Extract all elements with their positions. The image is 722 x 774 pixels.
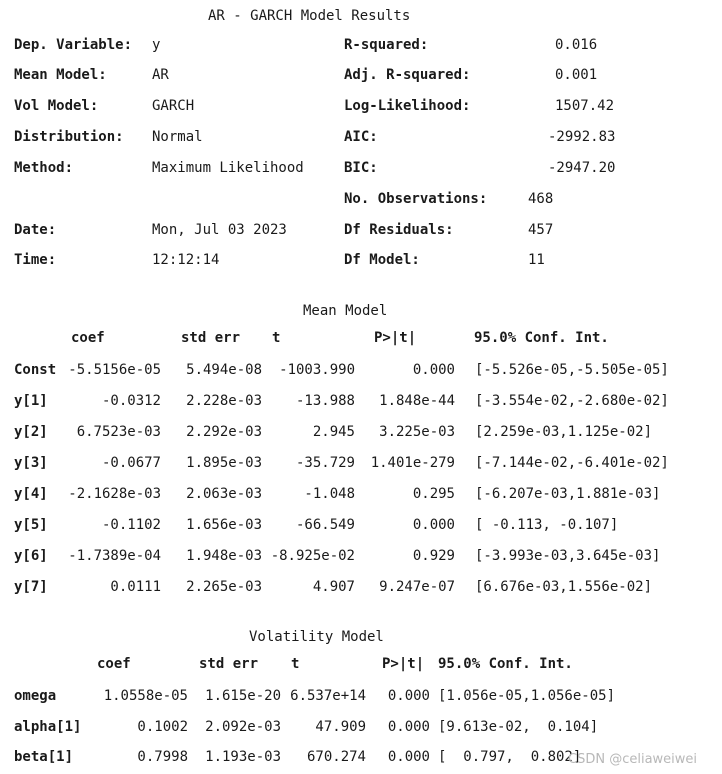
volatility-model-header: std err	[199, 656, 259, 672]
volatility-model-cell-coef: 0.1002	[137, 719, 188, 735]
mean-model-cell-se: 2.063e-03	[186, 486, 262, 502]
mean-model-cell-t: -35.729	[295, 455, 355, 471]
mean-model-cell-ci: [ -0.113, -0.107]	[475, 517, 619, 533]
summary-right-label: No. Observations:	[344, 191, 488, 207]
volatility-model-cell-ci: [9.613e-02, 0.104]	[438, 719, 599, 735]
summary-left-label: Time:	[14, 252, 57, 268]
mean-model-cell-ci: [6.676e-03,1.556e-02]	[475, 579, 653, 595]
mean-model-cell-se: 1.895e-03	[186, 455, 262, 471]
volatility-model-title: Volatility Model	[249, 629, 384, 645]
mean-model-cell-se: 2.228e-03	[186, 393, 262, 409]
mean-model-cell-t: 2.945	[312, 424, 355, 440]
mean-model-cell-p: 3.225e-03	[379, 424, 455, 440]
volatility-model-cell-se: 2.092e-03	[205, 719, 281, 735]
summary-left-label: Dep. Variable:	[14, 37, 133, 53]
mean-model-header: t	[272, 330, 281, 346]
mean-model-row-name: y[7]	[14, 579, 48, 595]
summary-left-label: Vol Model:	[14, 98, 99, 114]
mean-model-cell-t: -13.988	[295, 393, 355, 409]
summary-left-value: Maximum Likelihood	[152, 160, 304, 176]
mean-model-cell-se: 5.494e-08	[186, 362, 262, 378]
mean-model-row-name: Const	[14, 362, 57, 378]
mean-model-row-name: y[1]	[14, 393, 48, 409]
mean-model-row-name: y[6]	[14, 548, 48, 564]
mean-model-cell-t: 4.907	[312, 579, 355, 595]
mean-model-header: P>|t|	[374, 330, 417, 346]
mean-model-cell-p: 0.295	[412, 486, 455, 502]
mean-model-row-name: y[5]	[14, 517, 48, 533]
mean-model-header: std err	[181, 330, 241, 346]
mean-model-row-name: y[3]	[14, 455, 48, 471]
mean-model-cell-ci: [-6.207e-03,1.881e-03]	[475, 486, 661, 502]
mean-model-cell-coef: -1.7389e-04	[68, 548, 161, 564]
summary-right-value: 1507.42	[555, 98, 615, 114]
summary-right-label: AIC:	[344, 129, 378, 145]
summary-left-value: GARCH	[152, 98, 195, 114]
summary-right-label: Log-Likelihood:	[344, 98, 471, 114]
mean-model-cell-se: 2.265e-03	[186, 579, 262, 595]
volatility-model-cell-coef: 0.7998	[137, 749, 188, 765]
mean-model-cell-coef: 6.7523e-03	[76, 424, 161, 440]
mean-model-cell-t: -1003.990	[279, 362, 355, 378]
summary-right-value: 457	[528, 222, 554, 238]
watermark: CSDN @celiaweiwei	[568, 752, 698, 767]
mean-model-cell-coef: 0.0111	[110, 579, 161, 595]
mean-model-cell-ci: [-3.993e-03,3.645e-03]	[475, 548, 661, 564]
mean-model-cell-se: 2.292e-03	[186, 424, 262, 440]
summary-right-value: 468	[528, 191, 554, 207]
summary-left-label: Method:	[14, 160, 74, 176]
volatility-model-row-name: omega	[14, 688, 57, 704]
volatility-model-cell-t: 670.274	[306, 749, 366, 765]
summary-right-value: 11	[528, 252, 545, 268]
volatility-model-cell-se: 1.615e-20	[205, 688, 281, 704]
mean-model-cell-p: 1.848e-44	[379, 393, 455, 409]
mean-model-cell-p: 0.000	[412, 362, 455, 378]
mean-model-cell-ci: [-7.144e-02,-6.401e-02]	[475, 455, 669, 471]
mean-model-cell-coef: -0.0677	[101, 455, 161, 471]
mean-model-cell-ci: [-5.526e-05,-5.505e-05]	[475, 362, 669, 378]
summary-right-value: 0.001	[555, 67, 598, 83]
volatility-model-header: coef	[97, 656, 131, 672]
volatility-model-header: P>|t|	[382, 656, 425, 672]
mean-model-cell-p: 9.247e-07	[379, 579, 455, 595]
mean-model-header: 95.0% Conf. Int.	[474, 330, 609, 346]
mean-model-cell-coef: -0.0312	[101, 393, 161, 409]
summary-left-value: y	[152, 37, 161, 53]
volatility-model-cell-coef: 1.0558e-05	[103, 688, 188, 704]
summary-right-value: 0.016	[555, 37, 598, 53]
mean-model-cell-p: 1.401e-279	[370, 455, 455, 471]
volatility-model-cell-t: 6.537e+14	[290, 688, 366, 704]
summary-right-label: R-squared:	[344, 37, 429, 53]
mean-model-cell-se: 1.656e-03	[186, 517, 262, 533]
mean-model-cell-ci: [-3.554e-02,-2.680e-02]	[475, 393, 669, 409]
mean-model-cell-t: -8.925e-02	[270, 548, 355, 564]
summary-left-label: Date:	[14, 222, 57, 238]
volatility-model-row-name: beta[1]	[14, 749, 74, 765]
summary-left-label: Distribution:	[14, 129, 124, 145]
results-title: AR - GARCH Model Results	[208, 8, 411, 24]
mean-model-cell-ci: [2.259e-03,1.125e-02]	[475, 424, 653, 440]
volatility-model-header: 95.0% Conf. Int.	[438, 656, 573, 672]
mean-model-row-name: y[2]	[14, 424, 48, 440]
volatility-model-cell-p: 0.000	[387, 688, 430, 704]
summary-left-label: Mean Model:	[14, 67, 107, 83]
volatility-model-cell-p: 0.000	[387, 749, 430, 765]
summary-left-value: Normal	[152, 129, 203, 145]
mean-model-cell-p: 0.000	[412, 517, 455, 533]
mean-model-cell-coef: -2.1628e-03	[68, 486, 161, 502]
summary-left-value: Mon, Jul 03 2023	[152, 222, 287, 238]
summary-right-label: Adj. R-squared:	[344, 67, 471, 83]
mean-model-cell-coef: -0.1102	[101, 517, 161, 533]
mean-model-row-name: y[4]	[14, 486, 48, 502]
summary-left-value: AR	[152, 67, 169, 83]
mean-model-cell-coef: -5.5156e-05	[68, 362, 161, 378]
volatility-model-cell-ci: [ 0.797, 0.802]	[438, 749, 582, 765]
summary-right-label: Df Model:	[344, 252, 420, 268]
summary-right-value: -2992.83	[548, 129, 616, 145]
summary-right-value: -2947.20	[548, 160, 616, 176]
mean-model-header: coef	[71, 330, 105, 346]
mean-model-cell-t: -66.549	[295, 517, 355, 533]
volatility-model-cell-t: 47.909	[315, 719, 366, 735]
volatility-model-cell-se: 1.193e-03	[205, 749, 281, 765]
volatility-model-row-name: alpha[1]	[14, 719, 82, 735]
summary-right-label: Df Residuals:	[344, 222, 454, 238]
volatility-model-header: t	[291, 656, 300, 672]
volatility-model-cell-ci: [1.056e-05,1.056e-05]	[438, 688, 616, 704]
mean-model-cell-se: 1.948e-03	[186, 548, 262, 564]
volatility-model-cell-p: 0.000	[387, 719, 430, 735]
mean-model-cell-t: -1.048	[304, 486, 355, 502]
summary-right-label: BIC:	[344, 160, 378, 176]
mean-model-title: Mean Model	[303, 303, 388, 319]
summary-left-value: 12:12:14	[152, 252, 220, 268]
mean-model-cell-p: 0.929	[412, 548, 455, 564]
